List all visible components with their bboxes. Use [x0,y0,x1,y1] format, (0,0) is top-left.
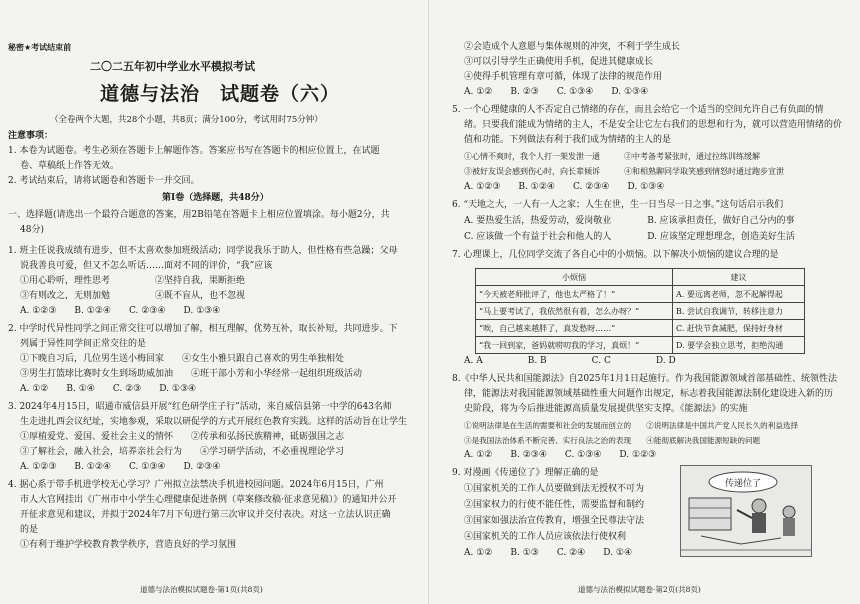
q7-options: A. A B. B C. C D. D [464,356,676,366]
q4-stem: 4. 据心系于带手机进学校无心学习？广州拟立法禁决手机进校园问题。2024年6月15日，广州 [8,480,384,490]
footer-page-1: 道德与法治模拟试题卷·第1页(共8页) [140,585,263,594]
q9-item-2: ②国家权力的行使不能任性，需要监督和制约 [464,500,645,510]
section1-intro-b: 48分) [20,225,44,235]
q4-item-4: ④使得手机管理有章可循，体现了法律的规范作用 [464,72,663,82]
section1-intro: 一、选择题(请选出一个最符合题意的答案，用2B铅笔在答题卡上相应位置填涂。每小题2分，共 [8,210,390,220]
q4-stem-c: 开征求意见和建议，并拟于2024年7月下旬进行第三次审议并交付表决。对这一立法认识正确 [20,510,391,520]
q3-stem: 3. 2024年4月15日，昭通市威信县开展“红色研学庄子行”活动，来自威信县第一中学的643名师 [8,402,392,412]
notice-heading: 注意事项： [8,131,54,141]
q5-items-a: ①心情不爽时，我个人打一架发泄一通 ②中考备考紧张时，通过拉练训练缓解 [464,152,760,161]
notice-2: 2. 考试结束后，请将试题卷和答题卡一并交回。 [8,176,200,186]
q3-options: A. ①②③ B. ①②④ C. ①③④ D. ②③④ [20,462,221,472]
q7-advice: A. 要远离老师，忽不起解得起 [673,286,805,303]
q7-worry: “我一回到家，爸妈就唠叨我的学习，真烦！” [476,337,673,354]
q3-items-b: ③了解社会，融入社会，培养亲社会行为 ④学习研学活动，不必重视理论学习 [20,447,345,457]
page-1 [0,0,420,604]
q1-items-b: ③有则改之，无则加勉 ④既不盲从，也不忽视 [20,291,246,301]
q1-stem: 1. 班主任说我成绩有进步，但不太喜欢参加班级活动；同学说我乐于助人，但性格有些急躁；父母 [8,246,398,256]
q9-item-3: ③国家如强法治宣传教育，增强全民尊法守法 [464,516,645,526]
q9-cartoon [680,465,812,557]
q8-stem-c: 史阶段，将为今后推进能源高质量发展提供坚实支撑。《能源法》的实施 [464,404,748,414]
table-row [476,303,805,320]
q4-item-3: ③可以引导学生正确使用手机，促进其健康成长 [464,57,654,67]
q9-item-4: ④国家机关的工作人员应该依法行使权利 [464,532,627,542]
q1-stem-b: 说我善良可爱，但又不怎么听话……面对不同的评价，“我”应该 [20,261,273,271]
q2-items-b: ③男生打篮球比赛时女生到场助威加油 ④班干部小芳和小华经常一起组织班级活动 [20,369,363,379]
q7-worry: “马上要考试了，我依然很有着，怎么办呀？” [476,303,673,320]
q3-stem-b: 生走进扎西会议纪址，实地参观，采取以研促学的方式开展红色教育实践。这样的活动旨在让学生 [20,417,408,427]
q6-options-a: A. 要热爱生活，热爱劳动，爱岗敬业 B. 应该承担责任，做好自己分内的事 [464,216,795,226]
q5-stem-b: 绪。只要我们能成为情绪的主人，不是安全让它左右我们的思想和行为，就可以营造用情绪的价 [464,120,843,130]
q7-advice: B. 尝试自我调节，转移注意力 [673,303,805,320]
cartoon-illustration [681,466,811,556]
q7-worry: “今天被老师批评了，他也太严格了！” [476,286,673,303]
q1-items-a: ①用心聆听，理性思考 ②坚持自我，果断拒绝 [20,276,246,286]
q5-stem: 5. 一个心理健康的人不否定自己情绪的存在，而且会给它一个适当的空间允许自己有负面的情 [452,105,824,115]
table-row [476,286,805,303]
q2-stem-b: 列属于异性同学间正常交往的是 [20,339,147,349]
q4-stem-d: 的是 [20,525,39,535]
q4-stem-b: 市人大官网挂出《广州市中小学生心理健康促进条例（草案修改稿·征求意见稿）》的通知并公开 [20,495,397,505]
q7-table [475,268,805,354]
q2-options: A. ①② B. ①④ C. ②③ D. ①③④ [20,384,197,394]
q5-stem-c: 值和功能。下列做法有利于我们成为情绪的主人的是 [464,135,672,145]
q4-item-1: ①有利于维护学校教育教学秩序，营造良好的学习氛围 [20,540,237,550]
q7-table-header-advice: 建议 [673,269,805,286]
table-row [476,320,805,337]
notice-1b: 卷、草稿纸上作答无效。 [20,161,120,171]
page-divider [428,0,429,604]
footer-page-2: 道德与法治模拟试题卷·第2页(共8页) [578,585,701,594]
q9-stem: 9. 对漫画《传递位了》理解正确的是 [452,468,599,478]
q3-items-a: ①厚植爱党、爱国、爱社会主义的情怀 ②传承和弘扬民族精神，砥砺强国之志 [20,432,345,442]
q6-options-b: C. 应该做一个有益于社会和他人的人 D. 应该坚定理想理念，创造美好生活 [464,232,795,242]
notice-1: 1. 本卷为试题卷。考生必须在答题卡上解题作答。答案应书写在答题卡的相应位置上，在试题 [8,146,380,156]
q7-worry: “唉，自己越来越胖了，真发愁呀……” [476,320,673,337]
table-row [476,337,805,354]
q8-items-a: ①说明法律是在生活的需要和社会的发展而创立的 ②说明法律是中国共产党人民长久的利益选择 [464,421,799,430]
subject-title: 道德与法治 试题卷（六） [100,83,341,105]
q8-stem: 8.《中华人民共和国能源法》自2025年1月1日起施行。作为我国能源领域首部基础性、统领性法 [452,374,837,384]
exam-title: 二〇二五年初中学业水平模拟考试 [90,60,255,73]
q8-stem-b: 律，能源法对我国能源领域基础性重大问题作出规定，标志着我国能源法制化建设进入新的历 [464,389,834,399]
q1-options: A. ①②③ B. ①②④ C. ②③④ D. ①③④ [20,306,221,316]
q5-options: A. ①②③ B. ①②④ C. ②③④ D. ①③④ [464,182,665,192]
q7-advice: C. 赶快节食减肥，保持好身材 [673,320,805,337]
secret-label: 秘密★考试结束前 [8,43,72,52]
q9-item-1: ①国家机关的工作人员要做到法无授权不可为 [464,484,645,494]
q6-stem: 6. “天地之大，一人有一人之家；人生在世，生一日当尽一日之事。”这句话启示我们 [452,200,784,210]
q7-stem: 7. 心理课上，几位同学交流了各自心中的小烦恼。以下解决小烦恼的建议合理的是 [452,250,779,260]
exam-info: （全卷两个大题，共28个小题，共8页；满分100分，考试用时75分钟） [50,115,323,125]
q7-table-header-worry: 小烦恼 [476,269,673,286]
part1-heading: 第Ⅰ卷（选择题，共48分） [162,193,269,203]
q7-advice: D. 要学会独立思考，拒绝沟通 [673,337,805,354]
cartoon-caption: 传递位了 [724,479,762,489]
q4-item-2: ②会造成个人意愿与集体规则的冲突，不利于学生成长 [464,42,681,52]
q8-items-b: ③是我国法治体系不断完善、实行良法之治的表现 ④能彻底解决我国能源短缺的问题 [464,436,761,445]
q4-options: A. ①② B. ②③ C. ①③④ D. ①③④ [464,87,649,97]
q9-options: A. ①② B. ①③ C. ②④ D. ①④ [464,548,633,558]
q2-stem: 2. 中学时代异性同学之间正常交往可以增加了解，相互理解，优势互补，取长补短，共同进步。下 [8,324,398,334]
q2-items-a: ①下晚自习后，几位男生送小梅回家 ④女生小雅只跟自己喜欢的男生单独相处 [20,354,345,364]
q8-options: A. ①② B. ②③④ C. ①③④ D. ①②③ [464,450,657,460]
q5-items-b: ③被好友误会感到伤心时，向长辈倾诉 ④和相熟聊同学取笑感到情怒时通过跑步宣泄 [464,167,784,176]
